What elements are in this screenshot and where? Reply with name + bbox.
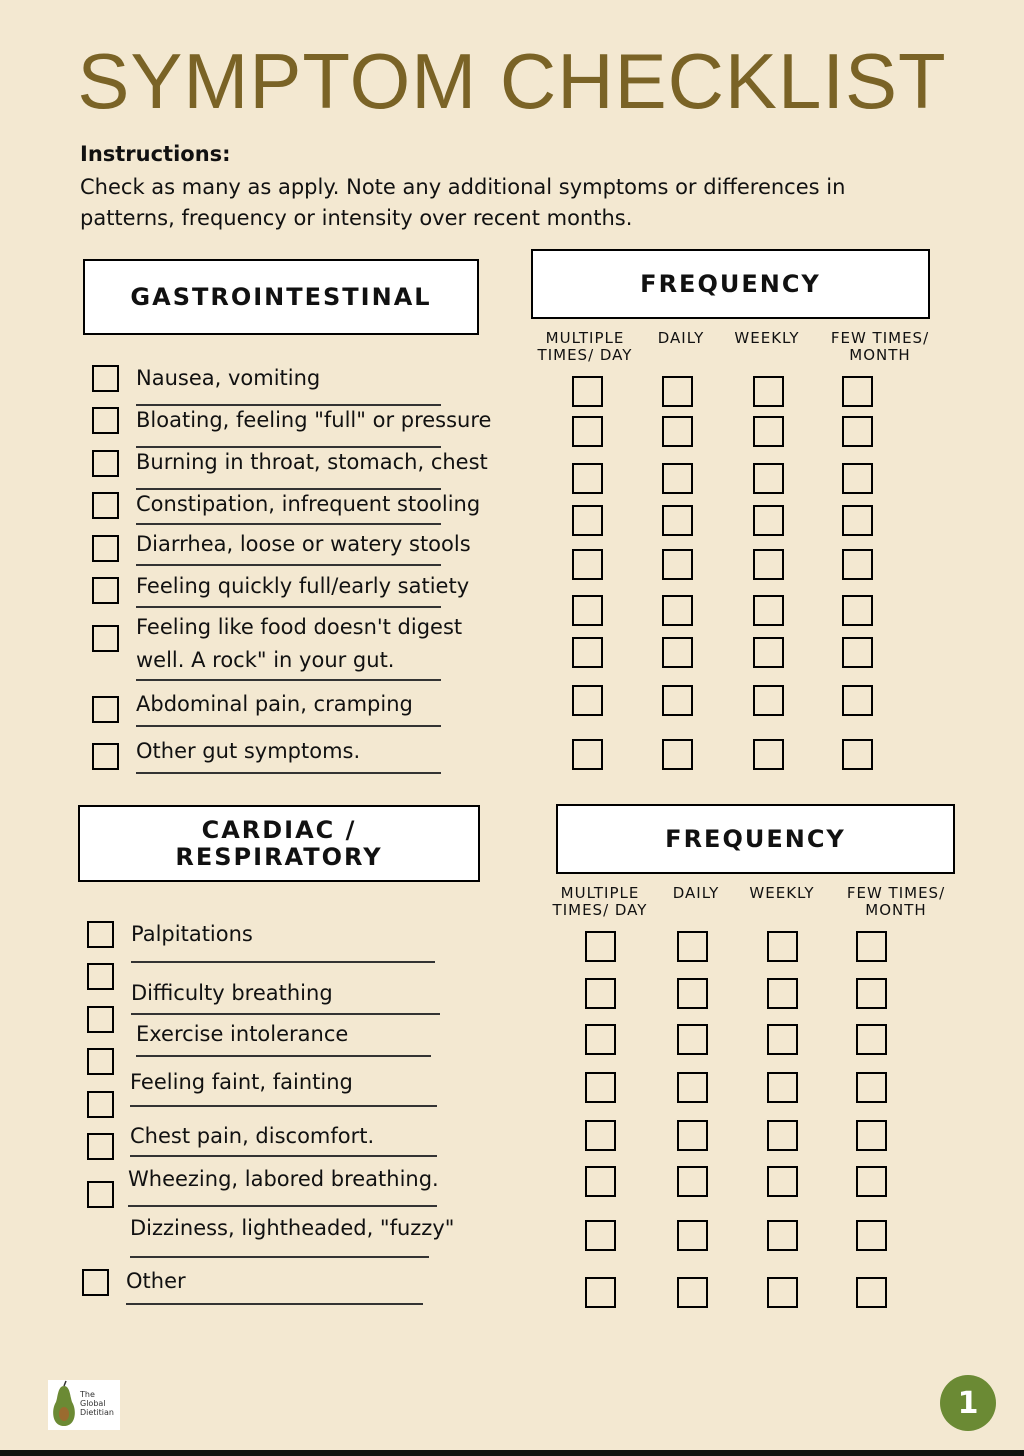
frequency-checkbox[interactable] bbox=[842, 376, 873, 407]
frequency-checkbox[interactable] bbox=[572, 416, 603, 447]
symptom-checkbox[interactable] bbox=[92, 365, 119, 392]
frequency-checkbox[interactable] bbox=[767, 1220, 798, 1251]
symptom-checkbox[interactable] bbox=[92, 696, 119, 723]
divider-line bbox=[131, 1013, 440, 1015]
frequency-checkbox[interactable] bbox=[677, 1072, 708, 1103]
frequency-checkbox[interactable] bbox=[842, 505, 873, 536]
frequency-column-header: MULTIPLE TIMES/ DAY bbox=[552, 884, 648, 919]
frequency-checkbox[interactable] bbox=[753, 376, 784, 407]
divider-line bbox=[130, 1105, 437, 1107]
frequency-checkbox[interactable] bbox=[677, 931, 708, 962]
frequency-checkbox[interactable] bbox=[842, 637, 873, 668]
divider-line bbox=[136, 564, 441, 566]
symptom-label: Feeling faint, fainting bbox=[130, 1070, 353, 1094]
divider-line bbox=[136, 404, 441, 406]
frequency-checkbox[interactable] bbox=[585, 1024, 616, 1055]
frequency-checkbox[interactable] bbox=[767, 931, 798, 962]
divider-line bbox=[136, 772, 441, 774]
frequency-checkbox[interactable] bbox=[662, 685, 693, 716]
symptom-label: Difficulty breathing bbox=[131, 981, 333, 1005]
frequency-checkbox[interactable] bbox=[753, 595, 784, 626]
divider-line bbox=[126, 1303, 423, 1305]
frequency-checkbox[interactable] bbox=[572, 376, 603, 407]
symptom-label: Exercise intolerance bbox=[136, 1022, 349, 1046]
frequency-checkbox[interactable] bbox=[662, 595, 693, 626]
frequency-checkbox[interactable] bbox=[585, 1120, 616, 1151]
divider-line bbox=[136, 606, 441, 608]
symptom-checkbox[interactable] bbox=[87, 921, 114, 948]
divider-line bbox=[131, 961, 435, 963]
frequency-checkbox[interactable] bbox=[662, 376, 693, 407]
frequency-checkbox[interactable] bbox=[585, 978, 616, 1009]
frequency-checkbox[interactable] bbox=[842, 549, 873, 580]
frequency-checkbox[interactable] bbox=[856, 1166, 887, 1197]
frequency-checkbox[interactable] bbox=[767, 1166, 798, 1197]
frequency-checkbox[interactable] bbox=[662, 549, 693, 580]
symptom-label: Constipation, infrequent stooling bbox=[136, 492, 481, 516]
frequency-checkbox[interactable] bbox=[677, 1166, 708, 1197]
frequency-checkbox[interactable] bbox=[856, 1120, 887, 1151]
symptom-checkbox[interactable] bbox=[87, 1048, 114, 1075]
instructions-heading: Instructions: bbox=[80, 142, 231, 166]
symptom-label: Other gut symptoms. bbox=[136, 739, 361, 763]
page-number-badge: 1 bbox=[940, 1375, 996, 1431]
divider-line bbox=[136, 446, 441, 448]
symptom-label: Nausea, vomiting bbox=[136, 366, 321, 390]
frequency-column-header: FEW TIMES/ MONTH bbox=[830, 329, 930, 364]
frequency-checkbox[interactable] bbox=[856, 1072, 887, 1103]
frequency-checkbox[interactable] bbox=[572, 685, 603, 716]
frequency-checkbox[interactable] bbox=[585, 1220, 616, 1251]
frequency-checkbox[interactable] bbox=[677, 1220, 708, 1251]
symptom-checkbox[interactable] bbox=[92, 743, 119, 770]
symptom-label: Feeling quickly full/early satiety bbox=[136, 574, 470, 598]
pear-icon bbox=[48, 1380, 80, 1430]
frequency-column-header: DAILY bbox=[657, 329, 705, 347]
frequency-checkbox[interactable] bbox=[842, 739, 873, 770]
cardiac-frequency-heading: FREQUENCY bbox=[556, 804, 955, 874]
frequency-checkbox[interactable] bbox=[662, 416, 693, 447]
frequency-column-header: FEW TIMES/ MONTH bbox=[846, 884, 946, 919]
symptom-label: Abdominal pain, cramping bbox=[136, 692, 413, 716]
symptom-checkbox[interactable] bbox=[92, 407, 119, 434]
symptom-label: Bloating, feeling "full" or pressure bbox=[136, 408, 492, 432]
symptom-checkbox[interactable] bbox=[87, 1091, 114, 1118]
frequency-checkbox[interactable] bbox=[767, 978, 798, 1009]
symptom-checkbox[interactable] bbox=[87, 963, 114, 990]
frequency-checkbox[interactable] bbox=[856, 1277, 887, 1308]
symptom-checkbox[interactable] bbox=[92, 535, 119, 562]
frequency-checkbox[interactable] bbox=[753, 505, 784, 536]
symptom-checkbox[interactable] bbox=[87, 1181, 114, 1208]
symptom-checkbox[interactable] bbox=[82, 1269, 109, 1296]
frequency-checkbox[interactable] bbox=[753, 637, 784, 668]
frequency-checkbox[interactable] bbox=[753, 739, 784, 770]
frequency-checkbox[interactable] bbox=[585, 1277, 616, 1308]
frequency-checkbox[interactable] bbox=[572, 505, 603, 536]
frequency-checkbox[interactable] bbox=[842, 685, 873, 716]
divider-line bbox=[136, 679, 441, 681]
symptom-checkbox[interactable] bbox=[87, 1133, 114, 1160]
frequency-checkbox[interactable] bbox=[856, 931, 887, 962]
symptom-label: Dizziness, lightheaded, "fuzzy" bbox=[130, 1216, 455, 1240]
frequency-checkbox[interactable] bbox=[767, 1072, 798, 1103]
instructions-text: Check as many as apply. Note any additional symptoms or differences in patterns, frequency or intensity over recent months. bbox=[80, 175, 846, 230]
divider-line bbox=[136, 488, 441, 490]
frequency-checkbox[interactable] bbox=[572, 549, 603, 580]
frequency-checkbox[interactable] bbox=[572, 739, 603, 770]
frequency-column-header: WEEKLY bbox=[734, 329, 800, 347]
cardiac-respiratory-heading: CARDIAC / RESPIRATORY bbox=[78, 805, 480, 882]
frequency-checkbox[interactable] bbox=[662, 637, 693, 668]
symptom-checkbox[interactable] bbox=[92, 625, 119, 652]
gastrointestinal-heading: GASTROINTESTINAL bbox=[83, 259, 479, 335]
frequency-checkbox[interactable] bbox=[842, 416, 873, 447]
frequency-checkbox[interactable] bbox=[753, 685, 784, 716]
symptom-checkbox[interactable] bbox=[92, 450, 119, 477]
divider-line bbox=[130, 1155, 437, 1157]
frequency-checkbox[interactable] bbox=[572, 595, 603, 626]
frequency-checkbox[interactable] bbox=[856, 1220, 887, 1251]
frequency-checkbox[interactable] bbox=[585, 1166, 616, 1197]
frequency-column-header: MULTIPLE TIMES/ DAY bbox=[537, 329, 633, 364]
frequency-checkbox[interactable] bbox=[842, 463, 873, 494]
frequency-checkbox[interactable] bbox=[842, 595, 873, 626]
symptom-label: Chest pain, discomfort. bbox=[130, 1124, 375, 1148]
divider-line bbox=[136, 725, 441, 727]
frequency-column-header: WEEKLY bbox=[749, 884, 815, 902]
frequency-checkbox[interactable] bbox=[753, 549, 784, 580]
frequency-checkbox[interactable] bbox=[677, 978, 708, 1009]
frequency-column-header: DAILY bbox=[672, 884, 720, 902]
frequency-checkbox[interactable] bbox=[767, 1120, 798, 1151]
frequency-checkbox[interactable] bbox=[662, 739, 693, 770]
symptom-checkbox[interactable] bbox=[92, 577, 119, 604]
frequency-checkbox[interactable] bbox=[856, 978, 887, 1009]
frequency-checkbox[interactable] bbox=[585, 1072, 616, 1103]
logo bbox=[48, 1380, 120, 1430]
symptom-label: Other bbox=[126, 1269, 186, 1293]
frequency-checkbox[interactable] bbox=[662, 463, 693, 494]
symptom-label: Wheezing, labored breathing. bbox=[128, 1167, 439, 1191]
frequency-checkbox[interactable] bbox=[572, 637, 603, 668]
bottom-bar bbox=[0, 1450, 1024, 1456]
page-title: SYMPTOM CHECKLIST bbox=[77, 37, 947, 125]
frequency-checkbox[interactable] bbox=[572, 463, 603, 494]
divider-line bbox=[136, 523, 441, 525]
frequency-checkbox[interactable] bbox=[677, 1024, 708, 1055]
symptom-label: Feeling like food doesn't digest well. A rock" in your gut. bbox=[136, 615, 463, 672]
frequency-checkbox[interactable] bbox=[856, 1024, 887, 1055]
frequency-checkbox[interactable] bbox=[677, 1277, 708, 1308]
divider-line bbox=[136, 1055, 431, 1057]
gi-frequency-heading: FREQUENCY bbox=[531, 249, 930, 319]
symptom-checkbox[interactable] bbox=[92, 492, 119, 519]
symptom-label: Palpitations bbox=[131, 922, 253, 946]
frequency-checkbox[interactable] bbox=[767, 1277, 798, 1308]
frequency-checkbox[interactable] bbox=[753, 463, 784, 494]
symptom-label: Diarrhea, loose or watery stools bbox=[136, 532, 471, 556]
divider-line bbox=[130, 1256, 429, 1258]
divider-line bbox=[128, 1205, 437, 1207]
frequency-checkbox[interactable] bbox=[585, 931, 616, 962]
symptom-label: Burning in throat, stomach, chest bbox=[136, 450, 488, 474]
logo-text: The Global Dietitian bbox=[80, 1390, 114, 1417]
frequency-checkbox[interactable] bbox=[753, 416, 784, 447]
frequency-checkbox[interactable] bbox=[677, 1120, 708, 1151]
symptom-checkbox[interactable] bbox=[87, 1006, 114, 1033]
frequency-checkbox[interactable] bbox=[767, 1024, 798, 1055]
frequency-checkbox[interactable] bbox=[662, 505, 693, 536]
